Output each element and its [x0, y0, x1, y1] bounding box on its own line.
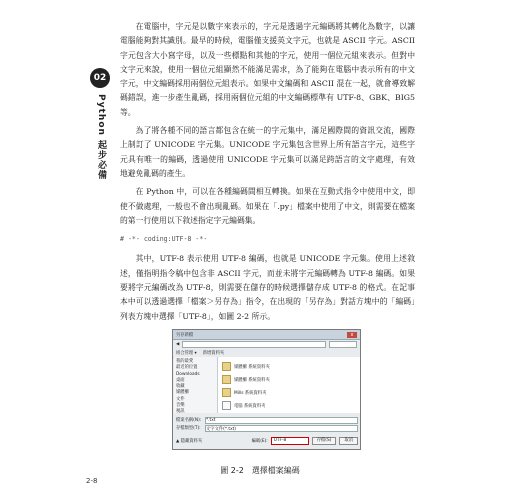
body-text: [120, 20, 415, 328]
nav-item[interactable]: 音樂: [176, 403, 185, 409]
code-line: # -*- coding:UTF-8 -*-: [120, 235, 208, 244]
file-type: 系統資料夾: [248, 364, 270, 370]
file-name: 電腦: [234, 403, 243, 409]
nav-item[interactable]: 視訊: [176, 409, 185, 415]
filetype-select[interactable]: 文字文件(*.txt): [205, 425, 358, 432]
file-type: 系統資料夾: [244, 390, 267, 396]
nav-item[interactable]: 最近的位置: [176, 365, 198, 371]
dialog-main: [174, 357, 360, 413]
dialog-title: 另存新檔: [176, 332, 194, 338]
figure-caption: 圖 2-2 選擇檔案編碼: [220, 466, 300, 475]
save-as-dialog-figure: [172, 329, 361, 450]
nav-item[interactable]: Downloads: [176, 371, 200, 377]
folder-icon: [222, 375, 231, 384]
page-number: 2-8: [86, 477, 98, 485]
file-item[interactable]: [222, 399, 356, 412]
file-name: Mills: [234, 390, 244, 396]
nav-item[interactable]: 桌面: [176, 377, 185, 383]
new-folder-button[interactable]: 新增資料夾: [202, 351, 225, 356]
file-list: [218, 357, 360, 413]
paragraph-2: 為了將各種不同的語言都包含在統一的字元集中，滿足國際間的資訊交流，國際上制訂了 UNICODE 字元集。UNICODE 字元集包含世界上所有語言字元，這些字元具有唯一的編碼，透過使用 UNICODE 字元集可以滿足跨語言的文字處理，有效地避免亂碼的產生。: [120, 126, 415, 178]
file-item[interactable]: [222, 386, 356, 399]
file-item[interactable]: [222, 373, 356, 386]
encoding-label: 編碼(E):: [251, 439, 268, 444]
paragraph-3: 在 Python 中，可以在各種編碼間相互轉換。如果在互動式指令中使用中文，即使不做處理，一般也不會出現亂碼。如果在「.py」檔案中使用了中文，則需要在檔案的第一行使用以下敘述指定字元編碼集。: [120, 187, 415, 225]
filename-label: 檔案名稱(N):: [176, 418, 202, 423]
nav-item[interactable]: 我的最愛: [176, 359, 194, 364]
dialog-bottom-bar: [176, 436, 358, 446]
path-field[interactable]: [182, 341, 326, 348]
file-type: 系統資料夾: [243, 403, 266, 409]
nav-pane: [174, 357, 218, 413]
hide-folders-toggle[interactable]: ▲ 隱藏資料夾: [176, 439, 203, 444]
file-name: 媒體櫃: [234, 364, 247, 370]
paragraph-4: 其中，UTF-8 表示使用 UTF-8 編碼，也就是 UNICODE 字元集。使用上述敘述，僅指明指令稿中包含非 ASCII 字元，而並未將字元編碼轉為 UTF-8 編碼。如果要將字元編碼改為 UTF-8，則需要在儲存的時候選擇儲存成 UTF-8 的格式。在記事本中可以透過選擇「檔案＞另存為」指令，在出現的「另存為」對話方塊中的「編碼」列表方塊中選擇「UTF-8」，如圖 2-2 所示。: [120, 254, 415, 321]
save-button[interactable]: 存檔(S): [312, 437, 337, 445]
filename-row: [176, 416, 358, 424]
filetype-row: [176, 424, 358, 432]
file-name: 媒體櫃: [234, 377, 247, 383]
dialog-title-bar: [173, 330, 360, 340]
back-icon[interactable]: ◀: [176, 342, 180, 347]
dialog-fields: [176, 416, 358, 432]
encoding-select[interactable]: UTF-8: [271, 437, 309, 445]
nav-item[interactable]: 文件: [176, 396, 185, 402]
search-input[interactable]: [329, 341, 357, 348]
folder-icon: [222, 362, 231, 371]
filename-input[interactable]: *.txt: [205, 417, 358, 424]
chapter-number-badge: 02: [90, 68, 110, 88]
close-icon[interactable]: x: [347, 332, 357, 338]
file-item[interactable]: [222, 360, 356, 373]
file-type: 系統資料夾: [248, 377, 270, 383]
address-bar: [173, 340, 360, 349]
paragraph-1: 在電腦中，字元是以數字來表示的，字元是透過字元編碼將其轉化為數字，以讓電腦能夠對其識別。最早的時候，電腦僅支援英文字元，也就是 ASCII 字元。ASCII 字元包含大小寫字母，以及一些標點和其他的字元，使用一個位元組來表示。但對中文字元來說，使用一個位元組顯然不能滿足需求，為了能夠在電腦中表示所有的中文字元，中文編碼採用兩個位元組表示。如果中文編碼和 ASCII 混在一起，就會導致解碼錯誤，進一步產生亂碼，採用兩個位元組的中文編碼標準有 UTF-8、GBK、BIG5 等。: [120, 22, 415, 117]
computer-icon: [222, 401, 231, 410]
chapter-side-tab: [88, 68, 112, 193]
filetype-label: 存檔類型(T):: [176, 426, 201, 431]
organize-button[interactable]: 組合管理 ▾: [176, 351, 197, 356]
folder-icon: [222, 388, 231, 397]
cancel-button[interactable]: 取消: [339, 437, 358, 445]
nav-item[interactable]: 收藏: [176, 384, 185, 390]
nav-item[interactable]: 媒體櫃: [176, 390, 189, 396]
chapter-title-vertical: Python 起步必備: [96, 94, 106, 181]
